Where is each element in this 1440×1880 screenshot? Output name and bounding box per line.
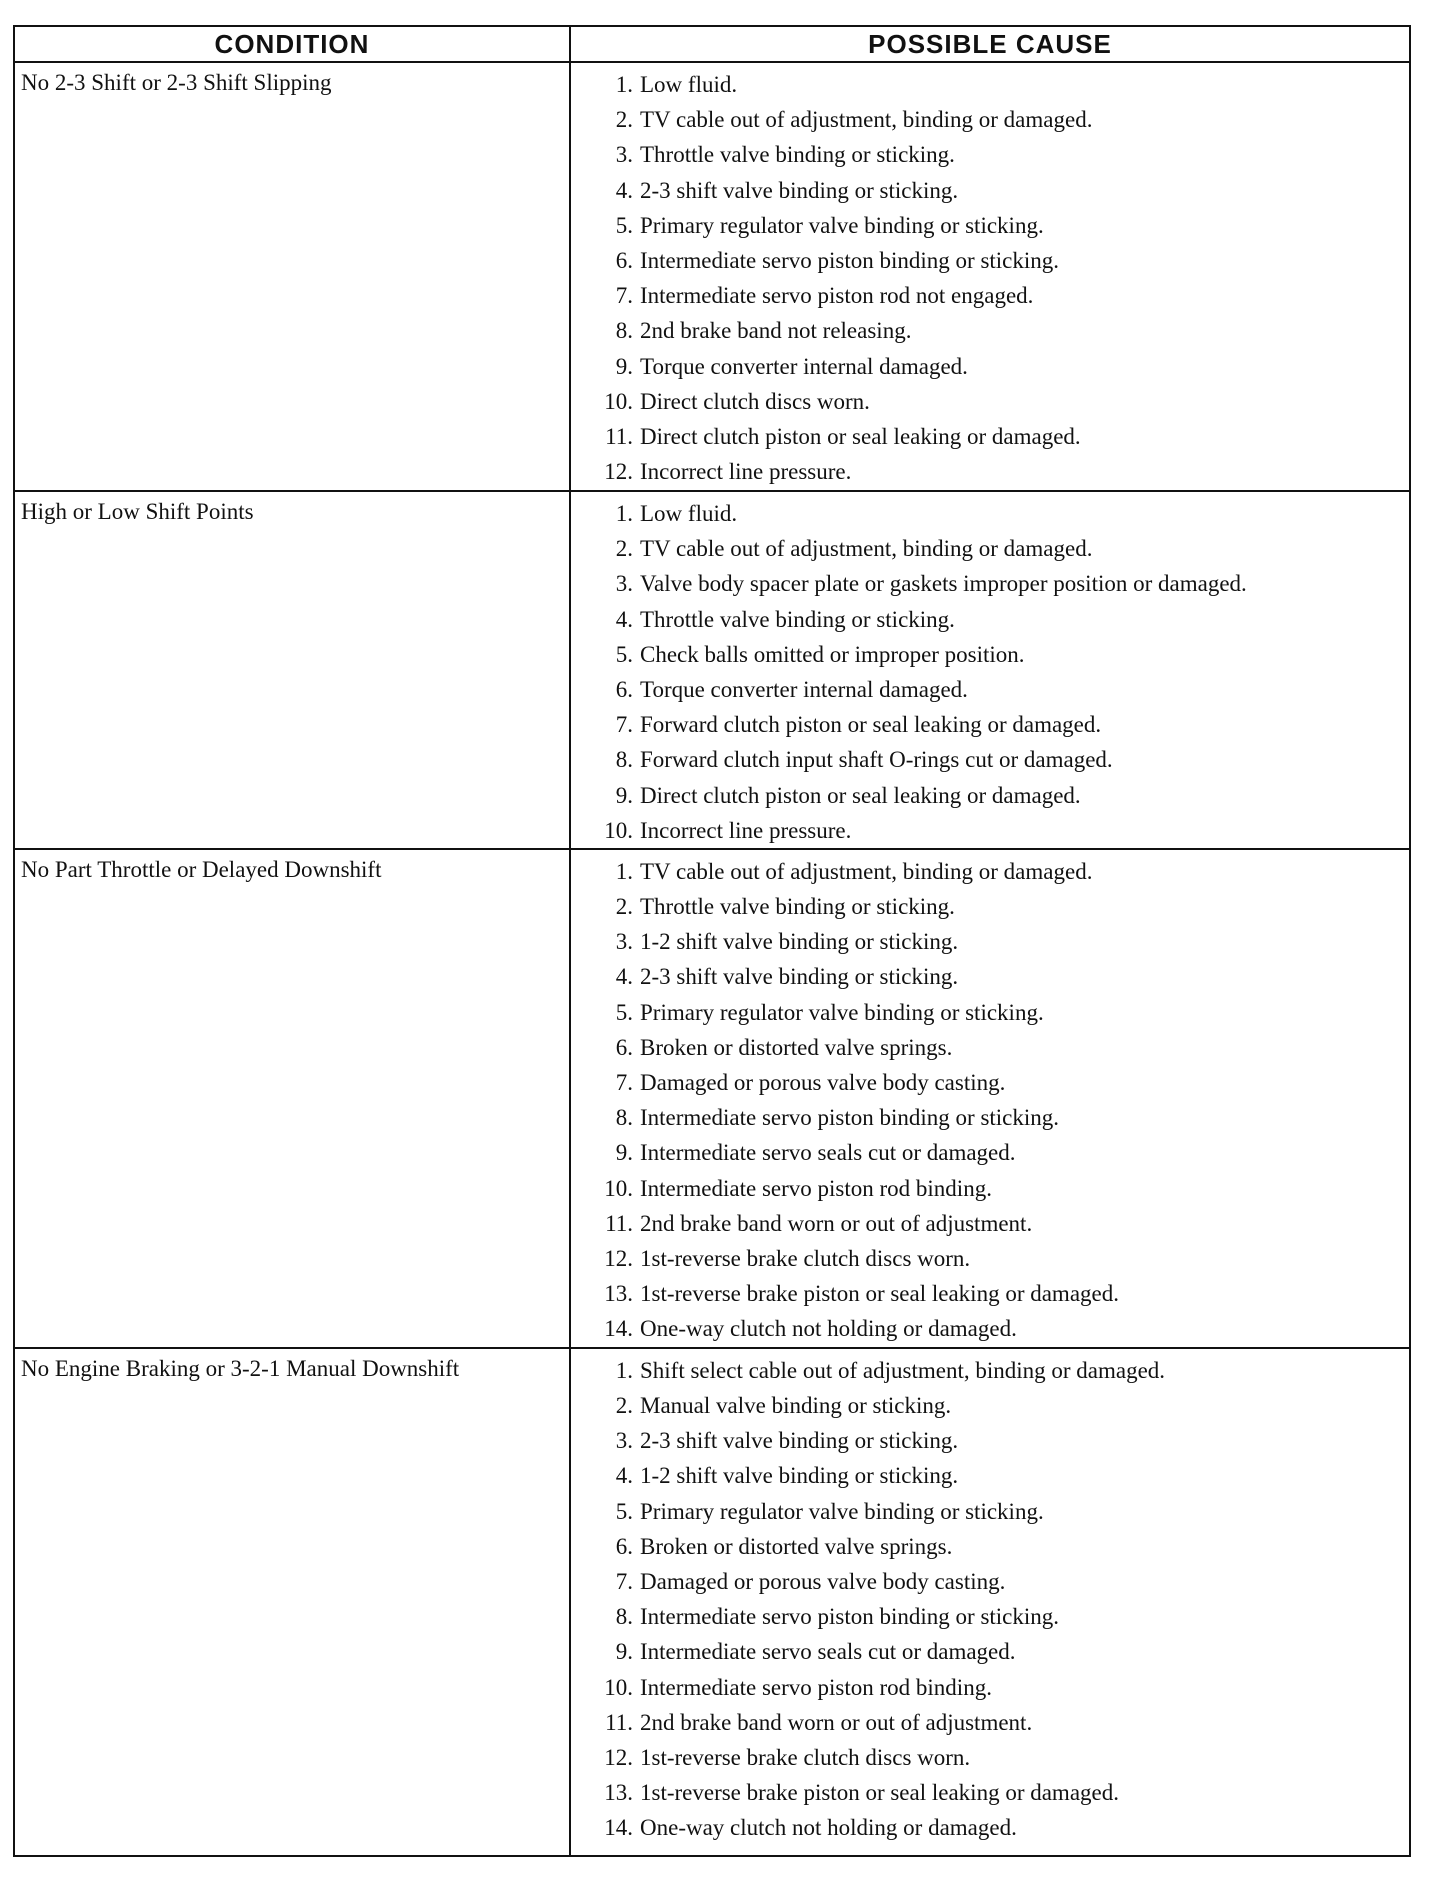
cause-text: Primary regulator valve binding or sticking.	[640, 212, 1044, 238]
cause-item	[571, 637, 1409, 672]
cause-text: Low fluid.	[640, 72, 738, 97]
cause-item	[571, 1311, 1409, 1346]
cause-item	[571, 496, 1409, 531]
condition-cell: No Engine Braking or 3-2-1 Manual Downshift	[15, 1348, 570, 1855]
cause-text: Direct clutch discs worn.	[640, 388, 870, 414]
cause-text: Intermediate servo piston binding or sticking.	[640, 1105, 1060, 1131]
cause-text: Intermediate servo piston rod not engaged.	[640, 283, 1034, 309]
cause-text: 1-2 shift valve binding or sticking.	[640, 929, 959, 955]
cause-text: One-way clutch not holding or damaged.	[640, 1316, 1017, 1342]
cause-item	[571, 137, 1409, 172]
cause-number: 9.	[615, 782, 633, 808]
condition-cell: No Part Throttle or Delayed Downshift	[15, 849, 570, 1348]
cause-text: Broken or distorted valve springs.	[640, 1533, 953, 1559]
cause-item	[571, 707, 1409, 742]
cause-item	[571, 1634, 1409, 1669]
cause-number: 8.	[615, 1105, 633, 1131]
cause-text: Low fluid.	[640, 501, 738, 526]
table-row	[15, 849, 1409, 1348]
cause-text: 2nd brake band worn or out of adjustment.	[640, 1210, 1033, 1236]
cause-number: 9.	[615, 353, 633, 379]
cause-number: 12.	[604, 459, 633, 485]
cause-number: 1.	[615, 1357, 633, 1383]
cause-item	[571, 1241, 1409, 1276]
cause-list	[571, 496, 1409, 848]
cause-item	[571, 1458, 1409, 1493]
cause-number: 1.	[615, 858, 633, 884]
cause-text: Forward clutch input shaft O-rings cut or damaged.	[640, 747, 1113, 773]
cause-item	[571, 1494, 1409, 1529]
cause-number: 3.	[615, 929, 633, 955]
cause-number: 10.	[604, 388, 633, 414]
cause-text: Throttle valve binding or sticking.	[640, 606, 955, 632]
cause-text: Intermediate servo piston rod binding.	[640, 1674, 992, 1700]
cause-text: Intermediate servo piston binding or sticking.	[640, 247, 1060, 273]
cause-number: 4.	[615, 606, 633, 632]
cause-item	[571, 1276, 1409, 1311]
cause-item	[571, 1065, 1409, 1100]
condition-cell: High or Low Shift Points	[15, 491, 570, 849]
cause-text: 1st-reverse brake clutch discs worn.	[640, 1744, 971, 1770]
cause-item	[571, 531, 1409, 566]
cause-text: Torque converter internal damaged.	[640, 353, 968, 379]
cause-number: 6.	[615, 247, 633, 273]
cause-number: 8.	[615, 318, 633, 344]
cause-item	[571, 278, 1409, 313]
cause-text: Shift select cable out of adjustment, binding or damaged.	[640, 1357, 1166, 1383]
table-body	[15, 62, 1409, 1855]
cause-text: Check balls omitted or improper position.	[640, 641, 1025, 667]
cause-text: Valve body spacer plate or gaskets improper position or damaged.	[640, 571, 1247, 597]
cause-number: 7.	[615, 1569, 633, 1594]
cause-item	[571, 924, 1409, 959]
cause-item	[571, 566, 1409, 601]
cause-text: 2nd brake band worn or out of adjustment.	[640, 1709, 1033, 1735]
cause-number: 5.	[615, 999, 633, 1025]
cause-text: Throttle valve binding or sticking.	[640, 894, 955, 920]
cause-item	[571, 1171, 1409, 1206]
cause-number: 8.	[615, 1604, 633, 1630]
cause-text: 2-3 shift valve binding or sticking.	[640, 177, 959, 203]
cause-number: 7.	[615, 712, 633, 738]
cause-item	[571, 778, 1409, 813]
cause-number: 4.	[615, 177, 633, 203]
cause-item	[571, 1030, 1409, 1065]
troubleshooting-sheet	[13, 25, 1411, 1857]
cause-item	[571, 813, 1409, 848]
condition-cell: No 2-3 Shift or 2-3 Shift Slipping	[15, 62, 570, 491]
cause-item	[571, 995, 1409, 1030]
cause-item	[571, 1705, 1409, 1740]
cause-item	[571, 384, 1409, 419]
cause-item	[571, 1564, 1409, 1599]
possible-cause-cell	[570, 491, 1409, 849]
cause-text: Forward clutch piston or seal leaking or damaged.	[640, 712, 1102, 738]
cause-text: Intermediate servo piston rod binding.	[640, 1175, 992, 1201]
cause-number: 13.	[604, 1281, 633, 1307]
cause-text: 1-2 shift valve binding or sticking.	[640, 1463, 959, 1489]
cause-text: Intermediate servo seals cut or damaged.	[640, 1639, 1016, 1665]
cause-number: 2.	[615, 1393, 633, 1419]
cause-text: 1st-reverse brake clutch discs worn.	[640, 1245, 971, 1271]
cause-text: Primary regulator valve binding or sticking.	[640, 999, 1044, 1025]
cause-item	[571, 1423, 1409, 1458]
cause-item	[571, 1206, 1409, 1241]
cause-number: 10.	[604, 1674, 633, 1700]
table-row	[15, 1348, 1409, 1855]
cause-item	[571, 243, 1409, 278]
table-header-row	[15, 27, 1409, 62]
cause-number: 9.	[615, 1140, 633, 1166]
cause-item	[571, 1529, 1409, 1564]
condition-column-header: CONDITION	[15, 27, 570, 62]
cause-number: 10.	[604, 817, 633, 843]
cause-number: 13.	[604, 1780, 633, 1806]
possible-cause-cell	[570, 62, 1409, 491]
cause-number: 2.	[615, 894, 633, 920]
cause-number: 2.	[615, 536, 633, 562]
cause-number: 3.	[615, 142, 633, 168]
cause-number: 7.	[615, 1070, 633, 1095]
troubleshooting-table	[15, 27, 1409, 1855]
cause-item	[571, 67, 1409, 102]
cause-item	[571, 313, 1409, 348]
cause-text: TV cable out of adjustment, binding or damaged.	[640, 536, 1093, 562]
cause-text: Direct clutch piston or seal leaking or damaged.	[640, 423, 1081, 449]
cause-text: Throttle valve binding or sticking.	[640, 142, 955, 168]
cause-text: 1st-reverse brake piston or seal leaking or damaged.	[640, 1780, 1119, 1806]
cause-item	[571, 349, 1409, 384]
cause-number: 6.	[615, 676, 633, 702]
cause-item	[571, 1810, 1409, 1845]
cause-number: 6.	[615, 1034, 633, 1060]
cause-text: Direct clutch piston or seal leaking or damaged.	[640, 782, 1081, 808]
cause-number: 11.	[605, 1709, 633, 1735]
cause-text: TV cable out of adjustment, binding or damaged.	[640, 107, 1093, 133]
cause-item	[571, 173, 1409, 208]
cause-item	[571, 1388, 1409, 1423]
cause-number: 14.	[604, 1815, 633, 1841]
table-row	[15, 491, 1409, 849]
table-row	[15, 62, 1409, 491]
cause-text: Intermediate servo seals cut or damaged.	[640, 1140, 1016, 1166]
cause-number: 11.	[605, 1210, 633, 1236]
cause-number: 1.	[615, 501, 633, 526]
cause-list	[571, 67, 1409, 489]
possible-cause-cell	[570, 1348, 1409, 1855]
cause-item	[571, 1670, 1409, 1705]
cause-number: 11.	[605, 423, 633, 449]
cause-list	[571, 1353, 1409, 1846]
cause-text: TV cable out of adjustment, binding or damaged.	[640, 858, 1093, 884]
cause-item	[571, 742, 1409, 777]
cause-item	[571, 208, 1409, 243]
cause-list	[571, 854, 1409, 1347]
cause-item	[571, 854, 1409, 889]
cause-item	[571, 454, 1409, 489]
cause-number: 6.	[615, 1533, 633, 1559]
cause-item	[571, 1775, 1409, 1810]
cause-item	[571, 1135, 1409, 1170]
cause-text: Primary regulator valve binding or sticking.	[640, 1498, 1044, 1524]
cause-number: 3.	[615, 571, 633, 597]
cause-text: One-way clutch not holding or damaged.	[640, 1815, 1017, 1841]
cause-text: Manual valve binding or sticking.	[640, 1393, 952, 1419]
cause-number: 3.	[615, 1428, 633, 1454]
cause-item	[571, 102, 1409, 137]
cause-number: 14.	[604, 1316, 633, 1342]
cause-text: Intermediate servo piston binding or sticking.	[640, 1604, 1060, 1630]
cause-text: Damaged or porous valve body casting.	[640, 1070, 1006, 1095]
cause-number: 12.	[604, 1744, 633, 1770]
possible-cause-cell	[570, 849, 1409, 1348]
cause-item	[571, 419, 1409, 454]
cause-number: 5.	[615, 212, 633, 238]
cause-number: 4.	[615, 1463, 633, 1489]
cause-number: 2.	[615, 107, 633, 133]
cause-number: 7.	[615, 283, 633, 309]
cause-number: 10.	[604, 1175, 633, 1201]
cause-number: 4.	[615, 964, 633, 990]
cause-number: 1.	[615, 72, 633, 97]
cause-text: Torque converter internal damaged.	[640, 676, 968, 702]
cause-number: 9.	[615, 1639, 633, 1665]
cause-number: 8.	[615, 747, 633, 773]
cause-item	[571, 889, 1409, 924]
cause-number: 5.	[615, 1498, 633, 1524]
cause-item	[571, 1599, 1409, 1634]
cause-text: Damaged or porous valve body casting.	[640, 1569, 1006, 1594]
cause-text: Broken or distorted valve springs.	[640, 1034, 953, 1060]
cause-text: Incorrect line pressure.	[640, 459, 852, 485]
cause-number: 5.	[615, 641, 633, 667]
cause-text: 1st-reverse brake piston or seal leaking or damaged.	[640, 1281, 1119, 1307]
possible-cause-column-header: POSSIBLE CAUSE	[570, 27, 1409, 62]
cause-item	[571, 602, 1409, 637]
cause-item	[571, 1100, 1409, 1135]
cause-text: Incorrect line pressure.	[640, 817, 852, 843]
cause-text: 2-3 shift valve binding or sticking.	[640, 1428, 959, 1454]
cause-item	[571, 1353, 1409, 1388]
cause-item	[571, 672, 1409, 707]
cause-item	[571, 959, 1409, 994]
cause-number: 12.	[604, 1245, 633, 1271]
cause-item	[571, 1740, 1409, 1775]
cause-text: 2nd brake band not releasing.	[640, 318, 912, 344]
cause-text: 2-3 shift valve binding or sticking.	[640, 964, 959, 990]
